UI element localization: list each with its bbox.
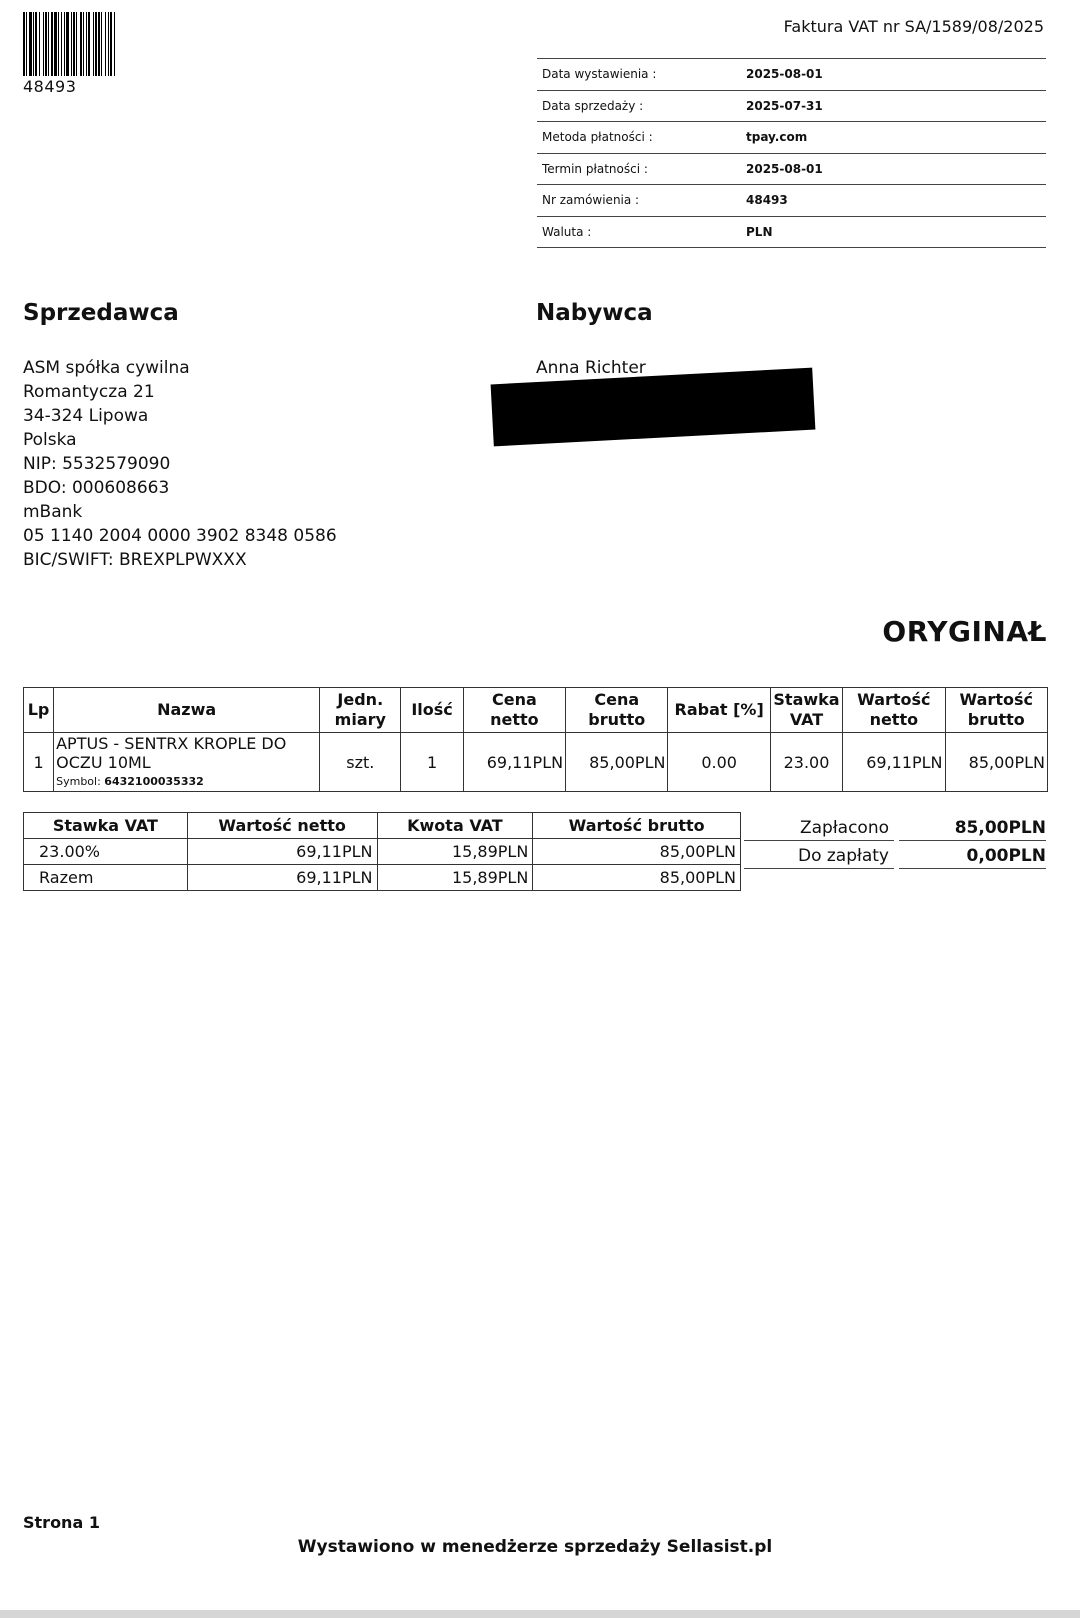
symbol-label: Symbol: (56, 774, 101, 788)
symbol-value: 6432100035332 (104, 774, 204, 788)
payment-summary (744, 813, 1046, 869)
barcode-bar (71, 12, 72, 76)
barcode-bar (66, 12, 69, 76)
barcode-bar (58, 12, 59, 76)
vat-summary-table (23, 812, 741, 891)
barcode-bar (101, 12, 102, 76)
meta-label: Data sprzedaży : (537, 99, 737, 113)
barcode-bar (23, 12, 25, 76)
table-row (24, 865, 741, 891)
barcode (23, 12, 190, 76)
seller-line: ASM spółka cywilna (23, 358, 190, 378)
meta-value: 2025-08-01 (746, 161, 823, 176)
cell-gross-value: 85,00PLN (945, 733, 1047, 792)
barcode-bar (76, 12, 77, 76)
cell-vat-rate: 23.00 (770, 733, 842, 792)
invoice-meta-table (537, 58, 1046, 248)
due-label: Do zapłaty (744, 846, 894, 869)
seller-line: Romantycza 21 (23, 382, 155, 402)
header-name: Nazwa (54, 688, 320, 733)
paid-row (744, 813, 1046, 841)
seller-line: NIP: 5532579090 (23, 454, 171, 474)
vat-cell: 69,11PLN (187, 839, 377, 865)
header-unit: Jedn. miary (320, 688, 401, 733)
vat-header: Wartość brutto (533, 813, 741, 839)
barcode-bar (86, 12, 87, 76)
meta-row-payment-due (537, 154, 1046, 186)
header-discount: Rabat [%] (668, 688, 770, 733)
barcode-bar (114, 12, 115, 76)
paid-label: Zapłacono (744, 818, 894, 841)
due-row (744, 841, 1046, 869)
seller-line: 34-324 Lipowa (23, 406, 149, 426)
meta-value: 2025-08-01 (746, 67, 823, 82)
header-gross-value: Wartość brutto (945, 688, 1047, 733)
header-gross-price: Cena brutto (566, 688, 668, 733)
barcode-bar (98, 12, 100, 76)
barcode-bar (39, 12, 40, 76)
barcode-bar (45, 12, 47, 76)
barcode-bar (61, 12, 62, 76)
meta-value: 2025-07-31 (746, 98, 823, 113)
items-table (23, 687, 1048, 792)
barcode-bar (108, 12, 109, 76)
barcode-bar (51, 12, 53, 76)
seller-line: BDO: 000608663 (23, 478, 170, 498)
page-number: Strona 1 (23, 1513, 100, 1532)
barcode-bar (35, 12, 37, 76)
product-name: APTUS - SENTRX KROPLE DO OCZU 10ML (56, 733, 287, 772)
cell-net-value: 69,11PLN (843, 733, 945, 792)
vat-header: Stawka VAT (24, 813, 188, 839)
header-net-price: Cena netto (463, 688, 565, 733)
header-qty: Ilość (401, 688, 463, 733)
vat-cell: 15,89PLN (377, 839, 533, 865)
meta-row-currency (537, 217, 1046, 249)
vat-cell: 85,00PLN (533, 839, 741, 865)
barcode-bar (105, 12, 106, 76)
meta-row-payment-method (537, 122, 1046, 154)
meta-label: Data wystawienia : (537, 67, 737, 81)
table-row (24, 733, 1048, 792)
meta-row-issue-date (537, 59, 1046, 91)
footer-note: Wystawiono w menedżerze sprzedaży Sellasist.pl (297, 1537, 773, 1557)
barcode-bar (88, 12, 90, 76)
barcode-bar (48, 12, 49, 76)
seller-details (23, 356, 337, 572)
meta-label: Waluta : (537, 225, 737, 239)
due-value: 0,00PLN (899, 846, 1046, 869)
vat-header: Kwota VAT (377, 813, 533, 839)
vat-header: Wartość netto (187, 813, 377, 839)
buyer-heading: Nabywca (536, 300, 653, 326)
seller-line: 05 1140 2004 0000 3902 8348 0586 (23, 526, 337, 546)
barcode-bar (43, 12, 44, 76)
buyer-name: Anna Richter (536, 358, 646, 378)
meta-value: PLN (746, 224, 773, 239)
cell-lp: 1 (24, 733, 54, 792)
barcode-bar (83, 12, 84, 76)
barcode-bar (26, 12, 27, 76)
barcode-bar (29, 12, 32, 76)
seller-line: Polska (23, 430, 77, 450)
product-symbol (56, 772, 317, 791)
vat-header-row (24, 813, 741, 839)
barcode-bar (64, 12, 65, 76)
copy-label: ORYGINAŁ (882, 615, 1047, 648)
cell-qty: 1 (401, 733, 463, 792)
barcode-bar (110, 12, 112, 76)
cell-net-price: 69,11PLN (463, 733, 565, 792)
cell-discount: 0.00 (668, 733, 770, 792)
vat-cell: 15,89PLN (377, 865, 533, 891)
meta-label: Nr zamówienia : (537, 193, 737, 207)
barcode-bar (80, 12, 82, 76)
items-header-row (24, 688, 1048, 733)
barcode-bar (33, 12, 34, 76)
barcode-bar (95, 12, 97, 76)
barcode-number: 48493 (23, 77, 77, 96)
meta-row-sale-date (537, 91, 1046, 123)
cell-unit: szt. (320, 733, 401, 792)
seller-line: mBank (23, 502, 83, 522)
vat-cell: 69,11PLN (187, 865, 377, 891)
vat-cell: Razem (24, 865, 188, 891)
seller-line: BIC/SWIFT: BREXPLPWXXX (23, 550, 247, 570)
meta-value: tpay.com (746, 130, 808, 145)
meta-label: Metoda płatności : (537, 130, 737, 144)
barcode-bar (93, 12, 94, 76)
cell-name (54, 733, 320, 792)
barcode-bar (54, 12, 57, 76)
vat-cell: 23.00% (24, 839, 188, 865)
paid-value: 85,00PLN (899, 818, 1046, 841)
page-bottom-edge (0, 1610, 1080, 1618)
vat-cell: 85,00PLN (533, 865, 741, 891)
invoice-title: Faktura VAT nr SA/1589/08/2025 (783, 17, 1044, 36)
meta-value: 48493 (746, 193, 788, 208)
seller-heading: Sprzedawca (23, 300, 179, 326)
cell-gross-price: 85,00PLN (566, 733, 668, 792)
header-net-value: Wartość netto (843, 688, 945, 733)
meta-row-order-number (537, 185, 1046, 217)
table-row (24, 839, 741, 865)
header-lp: Lp (24, 688, 54, 733)
header-vat-rate: Stawka VAT (770, 688, 842, 733)
barcode-bar (73, 12, 75, 76)
meta-label: Termin płatności : (537, 162, 737, 176)
